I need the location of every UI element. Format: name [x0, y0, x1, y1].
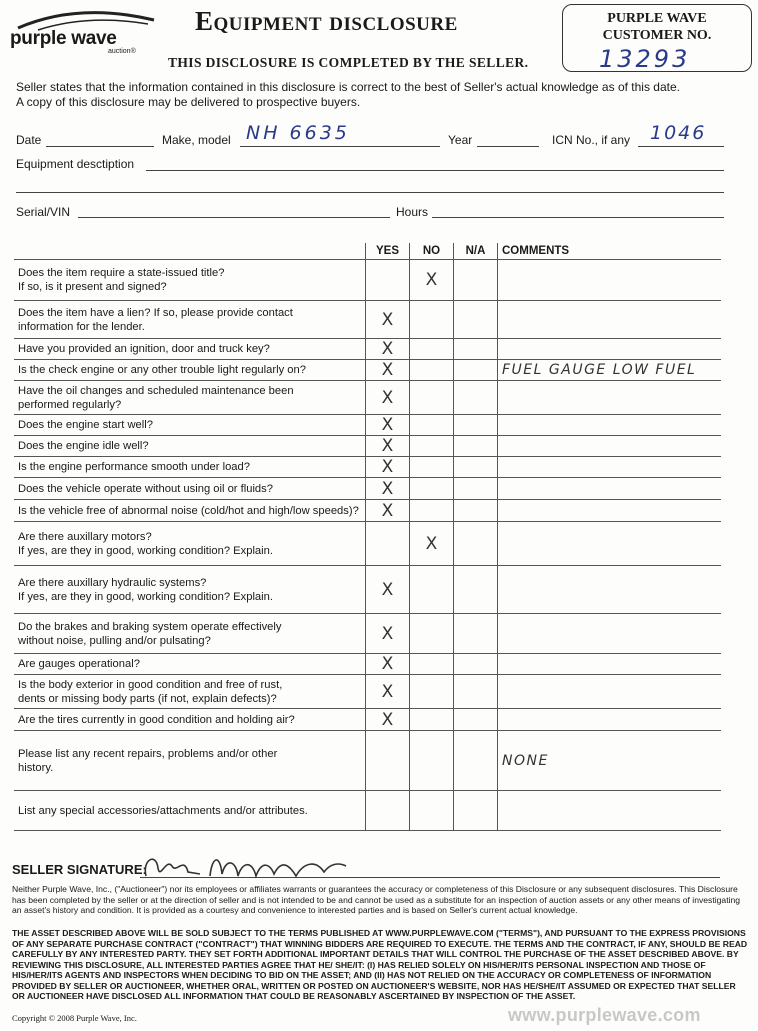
no-header: NO — [410, 243, 454, 260]
question-text: Does the engine idle well? — [18, 440, 149, 452]
no-checkbox[interactable] — [410, 566, 454, 614]
no-checkbox[interactable] — [410, 614, 454, 654]
question-cell — [14, 675, 366, 709]
question-cell — [14, 260, 366, 301]
disclaimer-text: Neither Purple Wave, Inc., ("Auctioneer") nor its employees or affiliates warrants or guarantees the accuracy or completeness of this Disclosure or any subsequent disclosures. This Disclosure has been completed by the seller or at the direction of seller and is not intended to be and cannot be used as a substitute for an inspection of auction assets or any other means of investigating an asset's history and condition. It is provided as a courtesy and convenience to interested parties and is based on Seller's current actual knowledge. — [12, 884, 741, 915]
no-checkbox[interactable]: X — [410, 522, 454, 566]
question-text: Do the brakes and braking system operate effectively — [18, 620, 282, 633]
question-cell — [14, 415, 366, 436]
question-text: Does the item have a lien? If so, please provide contact — [18, 306, 293, 319]
comment-cell[interactable] — [498, 478, 722, 500]
table-row — [14, 709, 721, 731]
comment-cell[interactable] — [498, 566, 722, 614]
na-checkbox[interactable] — [454, 360, 498, 381]
yes-checkbox[interactable]: X — [366, 339, 410, 360]
table-row — [14, 566, 721, 614]
question-cell — [14, 654, 366, 675]
question-text: Does the vehicle operate without using oil or fluids? — [18, 482, 273, 495]
hours-label: Hours — [396, 205, 429, 219]
na-checkbox[interactable] — [454, 614, 498, 654]
question-text: Does the item require a state-issued title? — [18, 267, 225, 279]
na-header: N/A — [454, 243, 498, 260]
na-checkbox[interactable] — [454, 731, 498, 791]
icn-field[interactable] — [638, 146, 724, 147]
yes-checkbox[interactable]: X — [366, 436, 410, 457]
no-checkbox[interactable] — [410, 675, 454, 709]
table-row — [14, 436, 721, 457]
yes-checkbox[interactable]: X — [366, 381, 410, 415]
na-checkbox[interactable] — [454, 457, 498, 478]
table-header-row — [14, 243, 721, 260]
logo-brand: purple wave — [10, 28, 117, 49]
comment-cell[interactable] — [498, 301, 722, 339]
question-text: Is the vehicle free of abnormal noise (cold/hot and high/low speeds)? — [18, 504, 359, 517]
yes-checkbox[interactable]: X — [366, 415, 410, 436]
table-row — [14, 260, 721, 301]
yes-checkbox[interactable] — [366, 791, 410, 831]
na-checkbox[interactable] — [454, 791, 498, 831]
table-row — [14, 654, 721, 675]
copyright: Copyright © 2008 Purple Wave, Inc. — [12, 1013, 137, 1023]
comment-cell[interactable] — [498, 791, 722, 831]
comment-cell[interactable] — [498, 675, 722, 709]
no-checkbox[interactable] — [410, 500, 454, 522]
na-checkbox[interactable] — [454, 478, 498, 500]
intro-text: Seller states that the information contained in this disclosure is correct to the best of Seller's actual knowledge as of this date. A copy of this disclosure may be delivered to prospective buyers. — [16, 80, 680, 109]
table-row — [14, 415, 721, 436]
page-title: Equipment disclosure — [195, 6, 458, 36]
question-cell — [14, 566, 366, 614]
description-label: Equipment desctiption — [16, 157, 135, 171]
table-row — [14, 614, 721, 654]
na-checkbox[interactable] — [454, 522, 498, 566]
table-row — [14, 675, 721, 709]
na-checkbox[interactable] — [454, 260, 498, 301]
question-cell — [14, 457, 366, 478]
serial-label: Serial/VIN — [16, 205, 71, 219]
seller-signature-label: SELLER SIGNATURE: — [12, 862, 147, 877]
table-row — [14, 301, 721, 339]
no-checkbox[interactable] — [410, 415, 454, 436]
make-model-label: Make, model — [162, 133, 231, 147]
customer-label: PURPLE WAVE CUSTOMER NO. — [602, 11, 712, 43]
table-row — [14, 381, 721, 415]
na-checkbox[interactable] — [454, 381, 498, 415]
yes-checkbox[interactable]: X — [366, 654, 410, 675]
question-header — [14, 243, 366, 260]
comment-cell[interactable] — [498, 709, 722, 731]
table-row — [14, 478, 721, 500]
comment-cell[interactable] — [498, 457, 722, 478]
yes-checkbox[interactable] — [366, 731, 410, 791]
question-text: Have you provided an ignition, door and truck key? — [18, 343, 270, 355]
icn-label: ICN No., if any — [552, 133, 631, 147]
yes-checkbox[interactable]: X — [366, 457, 410, 478]
question-cell — [14, 709, 366, 731]
table-row — [14, 522, 721, 566]
no-checkbox[interactable] — [410, 301, 454, 339]
hours-field[interactable] — [432, 217, 724, 218]
make-model-field[interactable] — [240, 146, 440, 147]
comment-cell[interactable] — [498, 381, 722, 415]
purple-wave-logo — [8, 8, 156, 58]
no-checkbox[interactable] — [410, 457, 454, 478]
na-checkbox[interactable] — [454, 500, 498, 522]
table-row — [14, 360, 721, 381]
no-checkbox[interactable] — [410, 360, 454, 381]
question-text: Does the engine start well? — [18, 419, 153, 431]
na-checkbox[interactable] — [454, 436, 498, 457]
date-field[interactable] — [46, 146, 154, 147]
question-text: Are gauges operational? — [18, 658, 140, 670]
comment-cell[interactable] — [498, 415, 722, 436]
yes-checkbox[interactable]: X — [366, 360, 410, 381]
na-checkbox[interactable] — [454, 654, 498, 675]
question-text-2: dents or missing body parts (if not, explain defects)? — [18, 692, 277, 705]
question-cell — [14, 360, 366, 381]
yes-checkbox[interactable]: X — [366, 301, 410, 339]
question-text: List any special accessories/attachments and/or attributes. — [18, 804, 308, 817]
comment-cell[interactable] — [498, 339, 722, 360]
logo-sub: auction® — [108, 48, 136, 55]
yes-checkbox[interactable]: X — [366, 478, 410, 500]
no-checkbox[interactable] — [410, 654, 454, 675]
disclosure-table — [14, 243, 721, 831]
yes-checkbox[interactable] — [366, 522, 410, 566]
no-checkbox[interactable] — [410, 709, 454, 731]
no-checkbox[interactable] — [410, 478, 454, 500]
question-cell — [14, 339, 366, 360]
question-text: Is the body exterior in good condition and free of rust, — [18, 678, 283, 691]
na-checkbox[interactable] — [454, 301, 498, 339]
question-cell — [14, 436, 366, 457]
comment-cell[interactable] — [498, 436, 722, 457]
table-row — [14, 500, 721, 522]
yes-checkbox[interactable]: X — [366, 709, 410, 731]
comment-cell[interactable] — [498, 522, 722, 566]
yes-checkbox[interactable]: X — [366, 566, 410, 614]
icn-value: 1046 — [650, 122, 707, 144]
question-text-2: history. — [18, 761, 54, 774]
no-checkbox[interactable] — [410, 791, 454, 831]
terms-text: THE ASSET DESCRIBED ABOVE WILL BE SOLD SUBJECT TO THE TERMS PUBLISHED AT WWW.PURPLEWAVE.COM ("TERMS"), AND PURSUANT TO THE EXPRESS PROVISIONS OF ANY SEPARATE PURCHASE CONTRACT ("CONTRACT") THAT WINNING BIDDERS ARE REQUIRED TO EXECUTE. THE TERMS AND THE CONTRACT, IF ANY, SHOULD BE READ CAREFULLY BY ANY INTERESTED PARTY. THEY SET FORTH ADDITIONAL IMPORTANT DETAILS THAT WILL CONTROL THE PURCHASE OF THE ASSET DESCRIBED ABOVE. BY REVIEWING THIS DISCLOSURE, ALL INTERESTED PARTIES AGREE THAT HE/ SHE/IT: (I) HAS RELIED SOLELY ON HIS/HER/ITS PERSONAL INSPECTION AND THOSE OF HIS/HER/ITS AGENTS AND INSPECTORS WHEN DECIDING TO BID ON THE ASSET; AND (II) HAS NOT RELIED ON THE ACCURACY OR COMPLETENESS OF INFORMATION PROVIDED BY SELLER OR AUCTIONEER, WHETHER ORAL, WRITTEN OR POSTED ON AUCTIONEER'S WEBSITE, NOR HAS HE/SHE/IT ASSUMED OR EXPECTED THAT SELLER OR AUCTIONEER HAVE DISCLOSED ALL INFORMATION THAT COULD BE REASONABLY ASCERTAINED BY INSPECTION OF THE ASSET. — [12, 928, 748, 1001]
yes-checkbox[interactable]: X — [366, 614, 410, 654]
comment-cell[interactable] — [498, 614, 722, 654]
question-text: Please list any recent repairs, problems and/or other — [18, 747, 278, 760]
comments-header: COMMENTS — [498, 243, 722, 260]
year-field[interactable] — [477, 146, 539, 147]
question-text: Is the check engine or any other trouble light regularly on? — [18, 364, 306, 376]
question-cell — [14, 522, 366, 566]
no-checkbox[interactable] — [410, 381, 454, 415]
question-text-2: If yes, are they in good, working condition? Explain. — [18, 590, 273, 603]
question-text: Have the oil changes and scheduled maintenance been — [18, 384, 294, 397]
no-checkbox[interactable] — [410, 731, 454, 791]
table-row — [14, 731, 721, 791]
year-label: Year — [448, 133, 473, 147]
question-cell — [14, 301, 366, 339]
na-checkbox[interactable] — [454, 566, 498, 614]
yes-header: YES — [366, 243, 410, 260]
question-text: Are there auxillary motors? — [18, 530, 152, 543]
question-text-2: performed regularly? — [18, 398, 122, 411]
table-row — [14, 339, 721, 360]
comment-cell[interactable] — [498, 500, 722, 522]
question-cell — [14, 614, 366, 654]
question-cell — [14, 791, 366, 831]
question-text-2: without noise, pulling and/or pulsating? — [18, 634, 211, 647]
description-field[interactable] — [146, 170, 724, 171]
comment-cell[interactable]: FUEL GAUGE LOW FUEL — [498, 360, 722, 381]
date-label: Date — [16, 133, 42, 147]
question-text-2: information for the lender. — [18, 320, 145, 333]
no-checkbox[interactable] — [410, 436, 454, 457]
question-text: Is the engine performance smooth under load? — [18, 461, 250, 473]
watermark-url: www.purplewave.com — [508, 1005, 701, 1025]
serial-field[interactable] — [78, 217, 390, 218]
seller-signature-image — [140, 846, 370, 886]
yes-checkbox[interactable] — [366, 260, 410, 301]
comment-cell[interactable] — [498, 654, 722, 675]
comment-cell[interactable] — [498, 260, 722, 301]
question-cell — [14, 500, 366, 522]
comment-cell[interactable]: NONE — [498, 731, 722, 791]
question-cell — [14, 478, 366, 500]
question-cell — [14, 731, 366, 791]
page-subtitle: THIS DISCLOSURE IS COMPLETED BY THE SELLER. — [168, 55, 529, 70]
no-checkbox[interactable] — [410, 339, 454, 360]
question-text: Are the tires currently in good condition and holding air? — [18, 713, 295, 726]
yes-checkbox[interactable]: X — [366, 675, 410, 709]
question-text: Are there auxillary hydraulic systems? — [18, 576, 207, 589]
question-text-2: If so, is it present and signed? — [18, 281, 167, 293]
na-checkbox[interactable] — [454, 339, 498, 360]
question-cell — [14, 381, 366, 415]
no-checkbox[interactable]: X — [410, 260, 454, 301]
question-text-2: If yes, are they in good, working condition? Explain. — [18, 544, 273, 557]
table-row — [14, 457, 721, 478]
customer-number-box — [562, 4, 752, 72]
na-checkbox[interactable] — [454, 675, 498, 709]
make-model-value: NH 6635 — [246, 122, 350, 144]
description-field-line-2[interactable] — [16, 192, 724, 193]
customer-number-value: 13293 — [599, 45, 691, 73]
na-checkbox[interactable] — [454, 709, 498, 731]
na-checkbox[interactable] — [454, 415, 498, 436]
table-row — [14, 791, 721, 831]
yes-checkbox[interactable]: X — [366, 500, 410, 522]
